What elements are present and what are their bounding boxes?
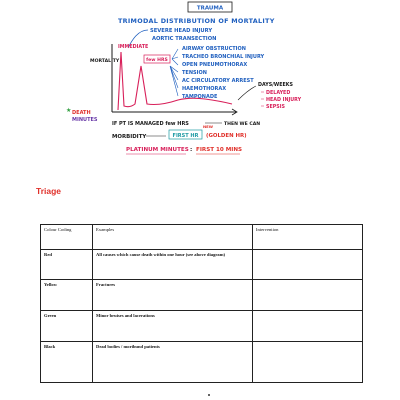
severe-head-injury-label: SEVERE HEAD INJURY (150, 28, 213, 34)
page-mark (208, 394, 210, 396)
early-cause: TENSION (182, 70, 207, 76)
late-cause: SEPSIS (266, 105, 285, 110)
late-arrow (238, 86, 256, 100)
platinum-label: PLATINUM MINUTES (126, 147, 189, 153)
header-examples: Examples (93, 225, 253, 250)
table-row (41, 250, 363, 280)
early-cause: AIRWAY OBSTRUCTION (182, 46, 246, 52)
new-mark: NEW (203, 124, 213, 129)
table-header-row (41, 225, 363, 250)
section-heading-triage: Triage (36, 186, 62, 196)
colour-cell: Yellow (41, 280, 93, 311)
header-colour-coding: Colour Coding (41, 225, 93, 250)
examples-cell: All causes which cause death within one hour (see above diagram) (93, 250, 253, 280)
y-axis-label: MORTALITY (90, 59, 120, 64)
examples-cell: Dead bodies / moribund patients (93, 342, 253, 383)
colour-cell: Green (41, 311, 93, 342)
late-cause: DELAYED (266, 91, 291, 96)
intervention-cell (253, 311, 363, 342)
intervention-cell (253, 280, 363, 311)
trimodal-mortality-diagram (0, 0, 400, 165)
intervention-cell (253, 250, 363, 280)
header-box-label: TRAUMA (196, 5, 224, 12)
platinum-colon: : (190, 147, 193, 153)
table-row (41, 311, 363, 342)
late-bullet (261, 92, 264, 106)
table-row (41, 280, 363, 311)
death-mark: ★ (66, 107, 72, 114)
colour-cell: Black (41, 342, 93, 383)
first-10-mins-label: FIRST 10 MINS (196, 147, 243, 153)
causes-bracket-arrow (172, 49, 178, 65)
immediate-label: IMMEDIATE (118, 45, 149, 50)
then-we-can: THEN WE CAN (224, 122, 261, 127)
morbidity-label: MORBIDITY (112, 134, 147, 140)
early-cause: TRACHEO BRONCHIAL INJURY (182, 54, 265, 60)
table-row (41, 342, 363, 383)
early-cause: AC CIRCULATORY ARREST (182, 78, 254, 84)
colour-cell: Red (41, 250, 93, 280)
diagram-title: TRIMODAL DISTRIBUTION OF MORTALITY (118, 17, 275, 25)
examples-cell: Minor bruises and lacerations (93, 311, 253, 342)
early-cause: OPEN PNEUMOTHORAX (182, 62, 248, 68)
aortic-transection-label: AORTIC TRANSECTION (152, 36, 217, 42)
triage-table (40, 224, 363, 383)
early-cause: HAEMOTHORAX (182, 86, 227, 92)
minutes-label: MINUTES (72, 117, 98, 123)
few-hrs-label: few HRS (146, 58, 168, 63)
pt-managed-line: IF PT IS MANAGED few HRS (112, 121, 189, 127)
header-intervention: Intervention (253, 225, 363, 250)
early-causes-list (182, 46, 265, 100)
first-hr-label: FIRST HR (172, 132, 199, 139)
early-cause: TAMPONADE (182, 94, 218, 100)
late-cause: HEAD INJURY (266, 98, 302, 103)
intervention-cell (253, 342, 363, 383)
death-label: DEATH (72, 110, 91, 116)
golden-hr-label: (GOLDEN HR) (206, 133, 247, 139)
examples-cell: Fractures (93, 280, 253, 311)
late-label: DAYS/WEEKS (258, 83, 293, 88)
causes-bracket-arrow (170, 66, 178, 96)
